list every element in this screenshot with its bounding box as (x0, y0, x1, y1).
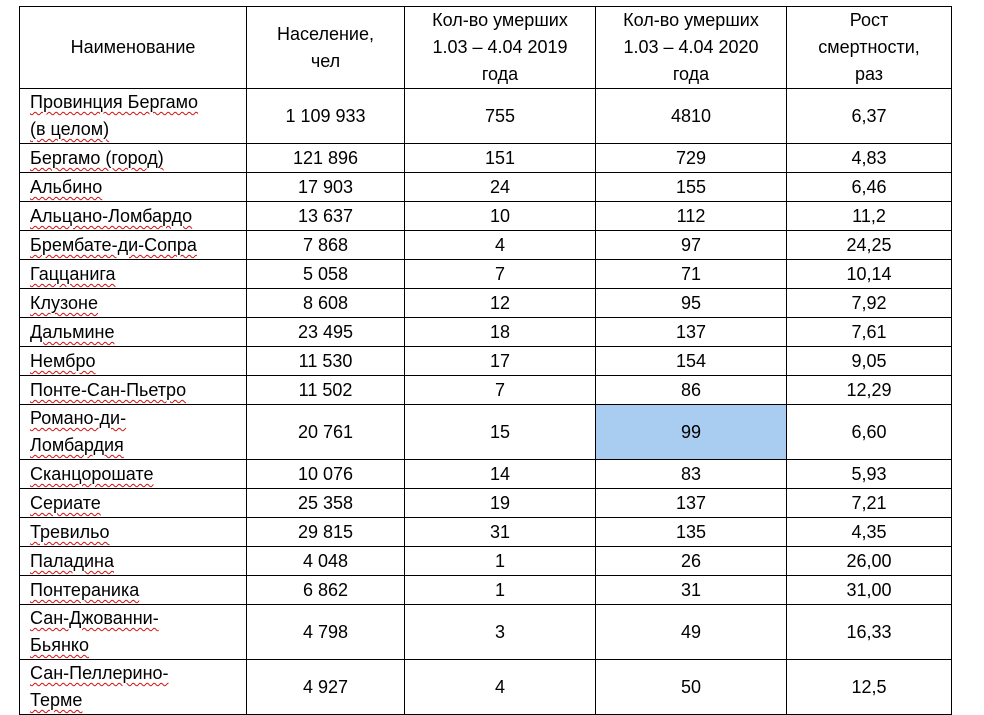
cell-growth: 5,93 (787, 460, 952, 489)
cell-deaths-2019: 4 (405, 660, 596, 715)
cell-deaths-2020: 95 (596, 289, 787, 318)
cell-deaths-2020: 137 (596, 318, 787, 347)
table-row (20, 144, 952, 173)
cell-deaths-2020: 99 (596, 405, 787, 460)
cell-deaths-2020: 112 (596, 202, 787, 231)
cell-population: 23 495 (247, 318, 405, 347)
cell-growth: 7,21 (787, 489, 952, 518)
cell-deaths-2019: 3 (405, 605, 596, 660)
cell-population: 11 502 (247, 376, 405, 405)
cell-population: 4 927 (247, 660, 405, 715)
cell-name (20, 376, 247, 405)
cell-deaths-2020: 86 (596, 376, 787, 405)
cell-population: 8 608 (247, 289, 405, 318)
cell-deaths-2019: 755 (405, 89, 596, 144)
cell-name (20, 547, 247, 576)
cell-population: 4 798 (247, 605, 405, 660)
cell-deaths-2019: 7 (405, 260, 596, 289)
cell-growth: 10,14 (787, 260, 952, 289)
cell-population: 10 076 (247, 460, 405, 489)
table-row (20, 173, 952, 202)
cell-population: 13 637 (247, 202, 405, 231)
place-name-text: Брембате-ди-Сопра (30, 235, 197, 255)
cell-population: 17 903 (247, 173, 405, 202)
cell-deaths-2019: 12 (405, 289, 596, 318)
cell-population: 1 109 933 (247, 89, 405, 144)
table-row (20, 89, 952, 144)
cell-deaths-2019: 15 (405, 405, 596, 460)
header-population: Население, чел (247, 7, 405, 89)
cell-deaths-2020: 50 (596, 660, 787, 715)
cell-deaths-2019: 31 (405, 518, 596, 547)
table-row (20, 318, 952, 347)
cell-deaths-2019: 17 (405, 347, 596, 376)
cell-name (20, 202, 247, 231)
cell-deaths-2020: 154 (596, 347, 787, 376)
cell-name (20, 231, 247, 260)
cell-name (20, 460, 247, 489)
mortality-table (19, 6, 952, 715)
place-name-text: Романо-ди- Ломбардия (30, 408, 127, 455)
cell-deaths-2019: 1 (405, 576, 596, 605)
cell-deaths-2020: 97 (596, 231, 787, 260)
cell-deaths-2019: 19 (405, 489, 596, 518)
table-row (20, 289, 952, 318)
cell-name (20, 347, 247, 376)
place-name-text: Дальмине (30, 322, 115, 342)
cell-deaths-2019: 7 (405, 376, 596, 405)
cell-growth: 4,35 (787, 518, 952, 547)
place-name-text: Клузоне (30, 293, 99, 313)
table-row (20, 547, 952, 576)
place-name-text: Сан-Пеллерино- Терме (30, 663, 169, 710)
cell-deaths-2020: 31 (596, 576, 787, 605)
place-name-text: Паладина (30, 551, 114, 571)
header-name: Наименование (20, 7, 247, 89)
place-name-text: Сан-Джованни- Бьянко (30, 608, 159, 655)
cell-population: 11 530 (247, 347, 405, 376)
table-row (20, 260, 952, 289)
cell-deaths-2019: 151 (405, 144, 596, 173)
cell-deaths-2020: 4810 (596, 89, 787, 144)
cell-population: 121 896 (247, 144, 405, 173)
table-row (20, 518, 952, 547)
cell-deaths-2020: 49 (596, 605, 787, 660)
cell-growth: 7,92 (787, 289, 952, 318)
cell-population: 29 815 (247, 518, 405, 547)
place-name-text: Понте-Сан-Пьетро (30, 380, 187, 400)
cell-growth: 26,00 (787, 547, 952, 576)
cell-deaths-2019: 4 (405, 231, 596, 260)
cell-deaths-2020: 26 (596, 547, 787, 576)
cell-population: 7 868 (247, 231, 405, 260)
place-name-text: Альцано-Ломбардо (30, 206, 193, 226)
cell-deaths-2019: 18 (405, 318, 596, 347)
table-row (20, 576, 952, 605)
cell-population: 5 058 (247, 260, 405, 289)
cell-growth: 24,25 (787, 231, 952, 260)
table-row (20, 405, 952, 460)
cell-growth: 7,61 (787, 318, 952, 347)
table-row (20, 376, 952, 405)
cell-name (20, 260, 247, 289)
cell-deaths-2019: 14 (405, 460, 596, 489)
cell-name (20, 660, 247, 715)
cell-growth: 12,29 (787, 376, 952, 405)
cell-deaths-2020: 83 (596, 460, 787, 489)
cell-deaths-2020: 137 (596, 489, 787, 518)
cell-deaths-2019: 1 (405, 547, 596, 576)
table-row (20, 202, 952, 231)
cell-name (20, 289, 247, 318)
cell-name (20, 144, 247, 173)
place-name-text: Провинция Бергамо (в целом) (30, 92, 199, 139)
table-row (20, 347, 952, 376)
cell-growth: 31,00 (787, 576, 952, 605)
cell-deaths-2019: 10 (405, 202, 596, 231)
cell-deaths-2019: 24 (405, 173, 596, 202)
place-name-text: Сканцорошате (30, 464, 154, 484)
cell-deaths-2020: 155 (596, 173, 787, 202)
cell-growth: 6,37 (787, 89, 952, 144)
table-row (20, 605, 952, 660)
cell-name (20, 173, 247, 202)
cell-population: 4 048 (247, 547, 405, 576)
cell-growth: 16,33 (787, 605, 952, 660)
header-deaths-2019: Кол-во умерших 1.03 – 4.04 2019 года (405, 7, 596, 89)
cell-population: 20 761 (247, 405, 405, 460)
place-name-text: Альбино (30, 177, 103, 197)
place-name-text: Нембро (30, 351, 96, 371)
cell-name (20, 489, 247, 518)
cell-name (20, 318, 247, 347)
cell-deaths-2020: 729 (596, 144, 787, 173)
cell-growth: 4,83 (787, 144, 952, 173)
table-row (20, 489, 952, 518)
place-name-text: Сериате (30, 493, 101, 513)
place-name-text: Гаццанига (30, 264, 116, 284)
cell-name (20, 576, 247, 605)
header-growth: Рост смертности, раз (787, 7, 952, 89)
cell-population: 6 862 (247, 576, 405, 605)
header-deaths-2020: Кол-во умерших 1.03 – 4.04 2020 года (596, 7, 787, 89)
cell-population: 25 358 (247, 489, 405, 518)
cell-name (20, 518, 247, 547)
cell-growth: 9,05 (787, 347, 952, 376)
cell-growth: 6,60 (787, 405, 952, 460)
cell-growth: 11,2 (787, 202, 952, 231)
cell-growth: 6,46 (787, 173, 952, 202)
header-row (20, 7, 952, 89)
cell-name (20, 89, 247, 144)
cell-deaths-2020: 135 (596, 518, 787, 547)
table-row (20, 660, 952, 715)
cell-growth: 12,5 (787, 660, 952, 715)
place-name-text: Понтераника (30, 580, 140, 600)
place-name-text: Тревильо (30, 522, 110, 542)
cell-deaths-2020: 71 (596, 260, 787, 289)
table-row (20, 460, 952, 489)
cell-name (20, 405, 247, 460)
place-name-text: Бергамо (город) (30, 148, 164, 168)
cell-name (20, 605, 247, 660)
table-row (20, 231, 952, 260)
